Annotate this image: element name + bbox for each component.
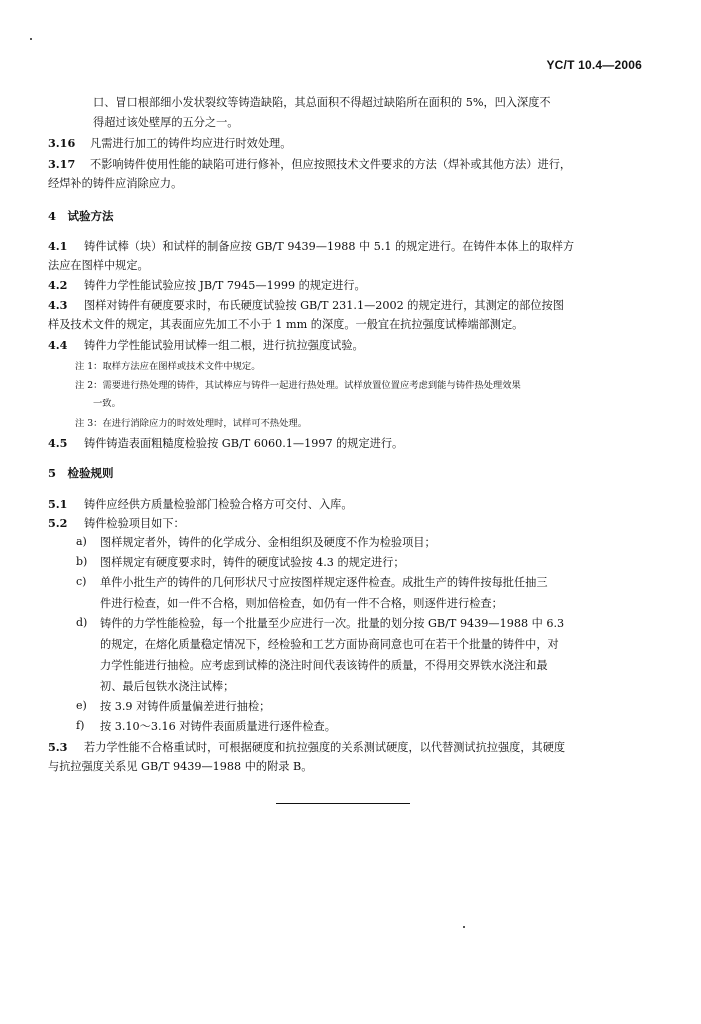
list-item: 按 3.10～3.16 对铸件表面质量进行逐件检查。 [100,720,336,733]
clause-text: 铸件力学性能试验应按 JB/T 7945—1999 的规定进行。 [84,279,366,292]
clause-number: 4.1 [48,239,68,253]
clause-5-1 [48,496,644,513]
item-label: b) [76,555,88,568]
item-label: f) [76,719,85,732]
end-rule [276,803,410,804]
list-item-continuation: 力学性能进行抽检。应考虑到试棒的浇注时间代表该铸件的质量，不得用交界铁水浇注和最 [100,659,548,672]
note-2-continuation: 一致。 [93,398,121,409]
clause-number: 3.17 [48,157,76,171]
standard-number-header: YC/T 10.4—2006 [546,58,642,72]
clause-5-3 [48,739,644,756]
clause-text: 凡需进行加工的铸件均应进行时效处理。 [90,137,292,150]
paragraph-line: 与抗拉强度关系见 GB/T 9439—1988 中的附录 B。 [48,760,313,773]
list-item: 单件小批生产的铸件的几何形状尺寸应按图样规定逐件检查。成批生产的铸件按每批任抽三 [100,576,548,589]
list-item: 铸件的力学性能检验，每一个批量至少应进行一次。批量的划分按 GB/T 9439—1988 中 6.3 [100,617,565,630]
item-label: a) [76,535,87,548]
clause-4-5 [48,435,644,452]
scan-speck [463,926,465,928]
clause-text: 铸件铸造表面粗糙度检验按 GB/T 6060.1—1997 的规定进行。 [84,437,404,450]
list-item-continuation: 初、最后包铁水浇注试棒； [100,680,235,693]
clause-5-2 [48,515,644,532]
clause-number: 3.16 [48,136,76,150]
clause-3-16 [48,135,644,152]
list-item-continuation: 件进行检查，如一件不合格，则加倍检查，如仍有一件不合格，则逐件进行检查； [100,597,503,610]
clause-4-4 [48,337,644,354]
section-heading: 4 试验方法 [48,209,114,223]
clause-text: 铸件应经供方质量检验部门检验合格方可交付、入库。 [84,498,353,511]
clause-text: 若力学性能不合格重试时，可根据硬度和抗拉强度的关系测试硬度，以代替测试抗拉强度，其硬度 [84,741,566,754]
clause-text: 图样对铸件有硬度要求时，布氏硬度试验按 GB/T 231.1—2002 的规定进行，其测定的部位按图 [84,299,564,312]
clause-4-1 [48,238,644,255]
clause-number: 4.4 [48,338,68,352]
list-item: 图样规定有硬度要求时，铸件的硬度试验按 4.3 的规定进行； [100,556,405,569]
paragraph-line: 得超过该处壁厚的五分之一。 [93,116,239,129]
item-label: e) [76,699,87,712]
paragraph-line: 口、冒口根部细小发状裂纹等铸造缺陷，其总面积不得超过缺陷所在面积的 5%，凹入深度不 [93,96,551,109]
clause-text: 铸件检验项目如下： [84,517,185,530]
clause-number: 4.2 [48,278,68,292]
note-3: 注 3：在进行消除应力的时效处理时，试样可不热处理。 [75,418,307,429]
list-item: 图样规定者外，铸件的化学成分、金相组织及硬度不作为检验项目； [100,536,436,549]
paragraph-line: 经焊补的铸件应消除应力。 [48,177,183,190]
clause-text: 不影响铸件使用性能的缺陷可进行修补，但应按照技术文件要求的方法（焊补或其他方法）进行， [90,158,572,171]
clause-4-2 [48,277,644,294]
clause-text: 铸件力学性能试验用试棒一组二根，进行抗拉强度试验。 [84,339,364,352]
clause-number: 4.5 [48,436,68,450]
section-heading: 5 检验规则 [48,466,114,480]
scan-speck [30,38,32,40]
paragraph-line: 样及技术文件的规定，其表面应先加工不小于 1 mm 的深度。一般宜在抗拉强度试棒端部测定。 [48,318,524,331]
clause-text: 铸件试棒（块）和试样的制备应按 GB/T 9439—1988 中 5.1 的规定进行。在铸件本体上的取样方 [84,240,575,253]
item-label: c) [76,575,87,588]
note-2: 注 2：需要进行热处理的铸件，其试棒应与铸件一起进行热处理。试样放置位置应考虑到能与铸件热处理效果 [75,380,521,391]
clause-number: 5.1 [48,497,68,511]
clause-number: 5.3 [48,740,68,754]
item-label: d) [76,616,88,629]
list-item-continuation: 的规定，在熔化质量稳定情况下，经检验和工艺方面协商同意也可在若干个批量的铸件中，对 [100,638,559,651]
clause-4-3 [48,297,644,314]
paragraph-line: 法应在图样中规定。 [48,259,149,272]
clause-number: 4.3 [48,298,68,312]
clause-3-17 [48,156,644,173]
note-1: 注 1：取样方法应在图样或技术文件中规定。 [75,361,261,372]
clause-number: 5.2 [48,516,68,530]
list-item: 按 3.9 对铸件质量偏差进行抽检； [100,700,271,713]
